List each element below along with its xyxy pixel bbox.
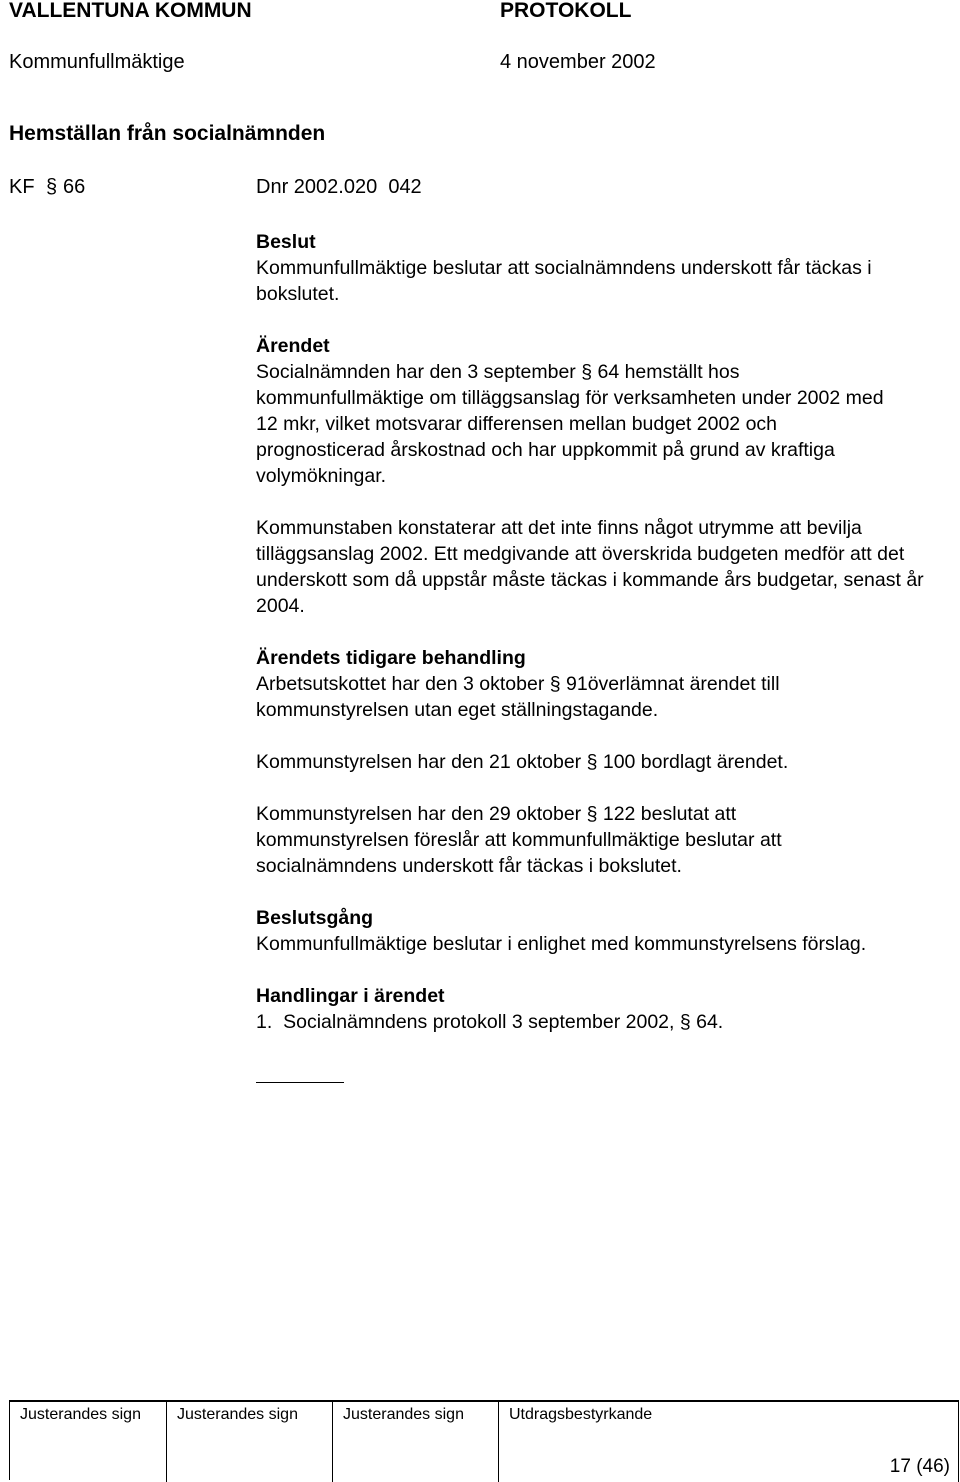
signature-cell bbox=[10, 1402, 167, 1482]
organization-name: VALLENTUNA KOMMUN bbox=[9, 0, 252, 22]
page-title: Hemställan från socialnämnden bbox=[9, 122, 326, 145]
section-text-arendet: Socialnämnden har den 3 september § 64 hemställt hos kommunfullmäktige om tilläggsanslag för verksamheten under 2002 med 12 mkr, vilket motsvarar differensen mellan budget 2002 och prognosticerad årskostnad och har uppkommit på grund av kraftiga volymökningar. bbox=[256, 361, 884, 487]
signature-label: Justerandes sign bbox=[343, 1406, 464, 1423]
paragraph-sign: § bbox=[46, 176, 58, 198]
diary-number: Dnr 2002.020 042 bbox=[256, 176, 422, 198]
extract-label: Utdragsbestyrkande bbox=[509, 1406, 653, 1423]
section-heading-beslutsgang: Beslutsgång bbox=[256, 907, 374, 929]
signature-table bbox=[9, 1400, 959, 1480]
section-text-tidigare-2: Kommunstyrelsen har den 21 oktober § 100 bordlagt ärendet. bbox=[256, 751, 789, 773]
case-prefix: KF bbox=[9, 176, 35, 198]
section-heading-beslut: Beslut bbox=[256, 231, 316, 253]
signature-cell bbox=[333, 1402, 499, 1482]
section-heading-handlingar: Handlingar i ärendet bbox=[256, 985, 445, 1007]
section-text-tidigare-1: Arbetsutskottet har den 3 oktober § 91överlämnat ärendet till kommunstyrelsen utan eget ställningstagande. bbox=[256, 673, 780, 721]
section-text-beslutsgang: Kommunfullmäktige beslutar i enlighet med kommunstyrelsens förslag. bbox=[256, 933, 867, 955]
committee-name: Kommunfullmäktige bbox=[9, 51, 185, 73]
extract-cell bbox=[499, 1402, 959, 1482]
page-number: 17 (46) bbox=[889, 1456, 950, 1477]
meeting-date: 4 november 2002 bbox=[500, 51, 656, 73]
signature-label: Justerandes sign bbox=[20, 1406, 141, 1423]
section-text-beslut: Kommunfullmäktige beslutar att socialnämndens underskott får täckas i bokslutet. bbox=[256, 257, 872, 305]
section-text-tidigare-3: Kommunstyrelsen har den 29 oktober § 122 beslutat att kommunstyrelsen föreslår att kommunfullmäktige beslutar att socialnämndens underskott får täckas i bokslutet. bbox=[256, 803, 782, 877]
document-type: PROTOKOLL bbox=[500, 0, 632, 22]
signature-cell bbox=[167, 1402, 333, 1482]
section-heading-tidigare: Ärendets tidigare behandling bbox=[256, 647, 526, 669]
signature-label: Justerandes sign bbox=[177, 1406, 298, 1423]
section-heading-arendet: Ärendet bbox=[256, 335, 330, 357]
end-rule bbox=[256, 1082, 344, 1083]
main-content bbox=[256, 229, 946, 1035]
document-list-item: 1. Socialnämndens protokoll 3 september 2002, § 64. bbox=[256, 1011, 724, 1033]
case-number: 66 bbox=[63, 176, 86, 198]
section-text-arendet-2: Kommunstaben konstaterar att det inte finns något utrymme att bevilja tilläggsanslag 2002. Ett medgivande att överskrida budgeten medför att det underskott som då uppstår måste täckas i kommande års budgetar, senast år 2004. bbox=[256, 517, 924, 617]
